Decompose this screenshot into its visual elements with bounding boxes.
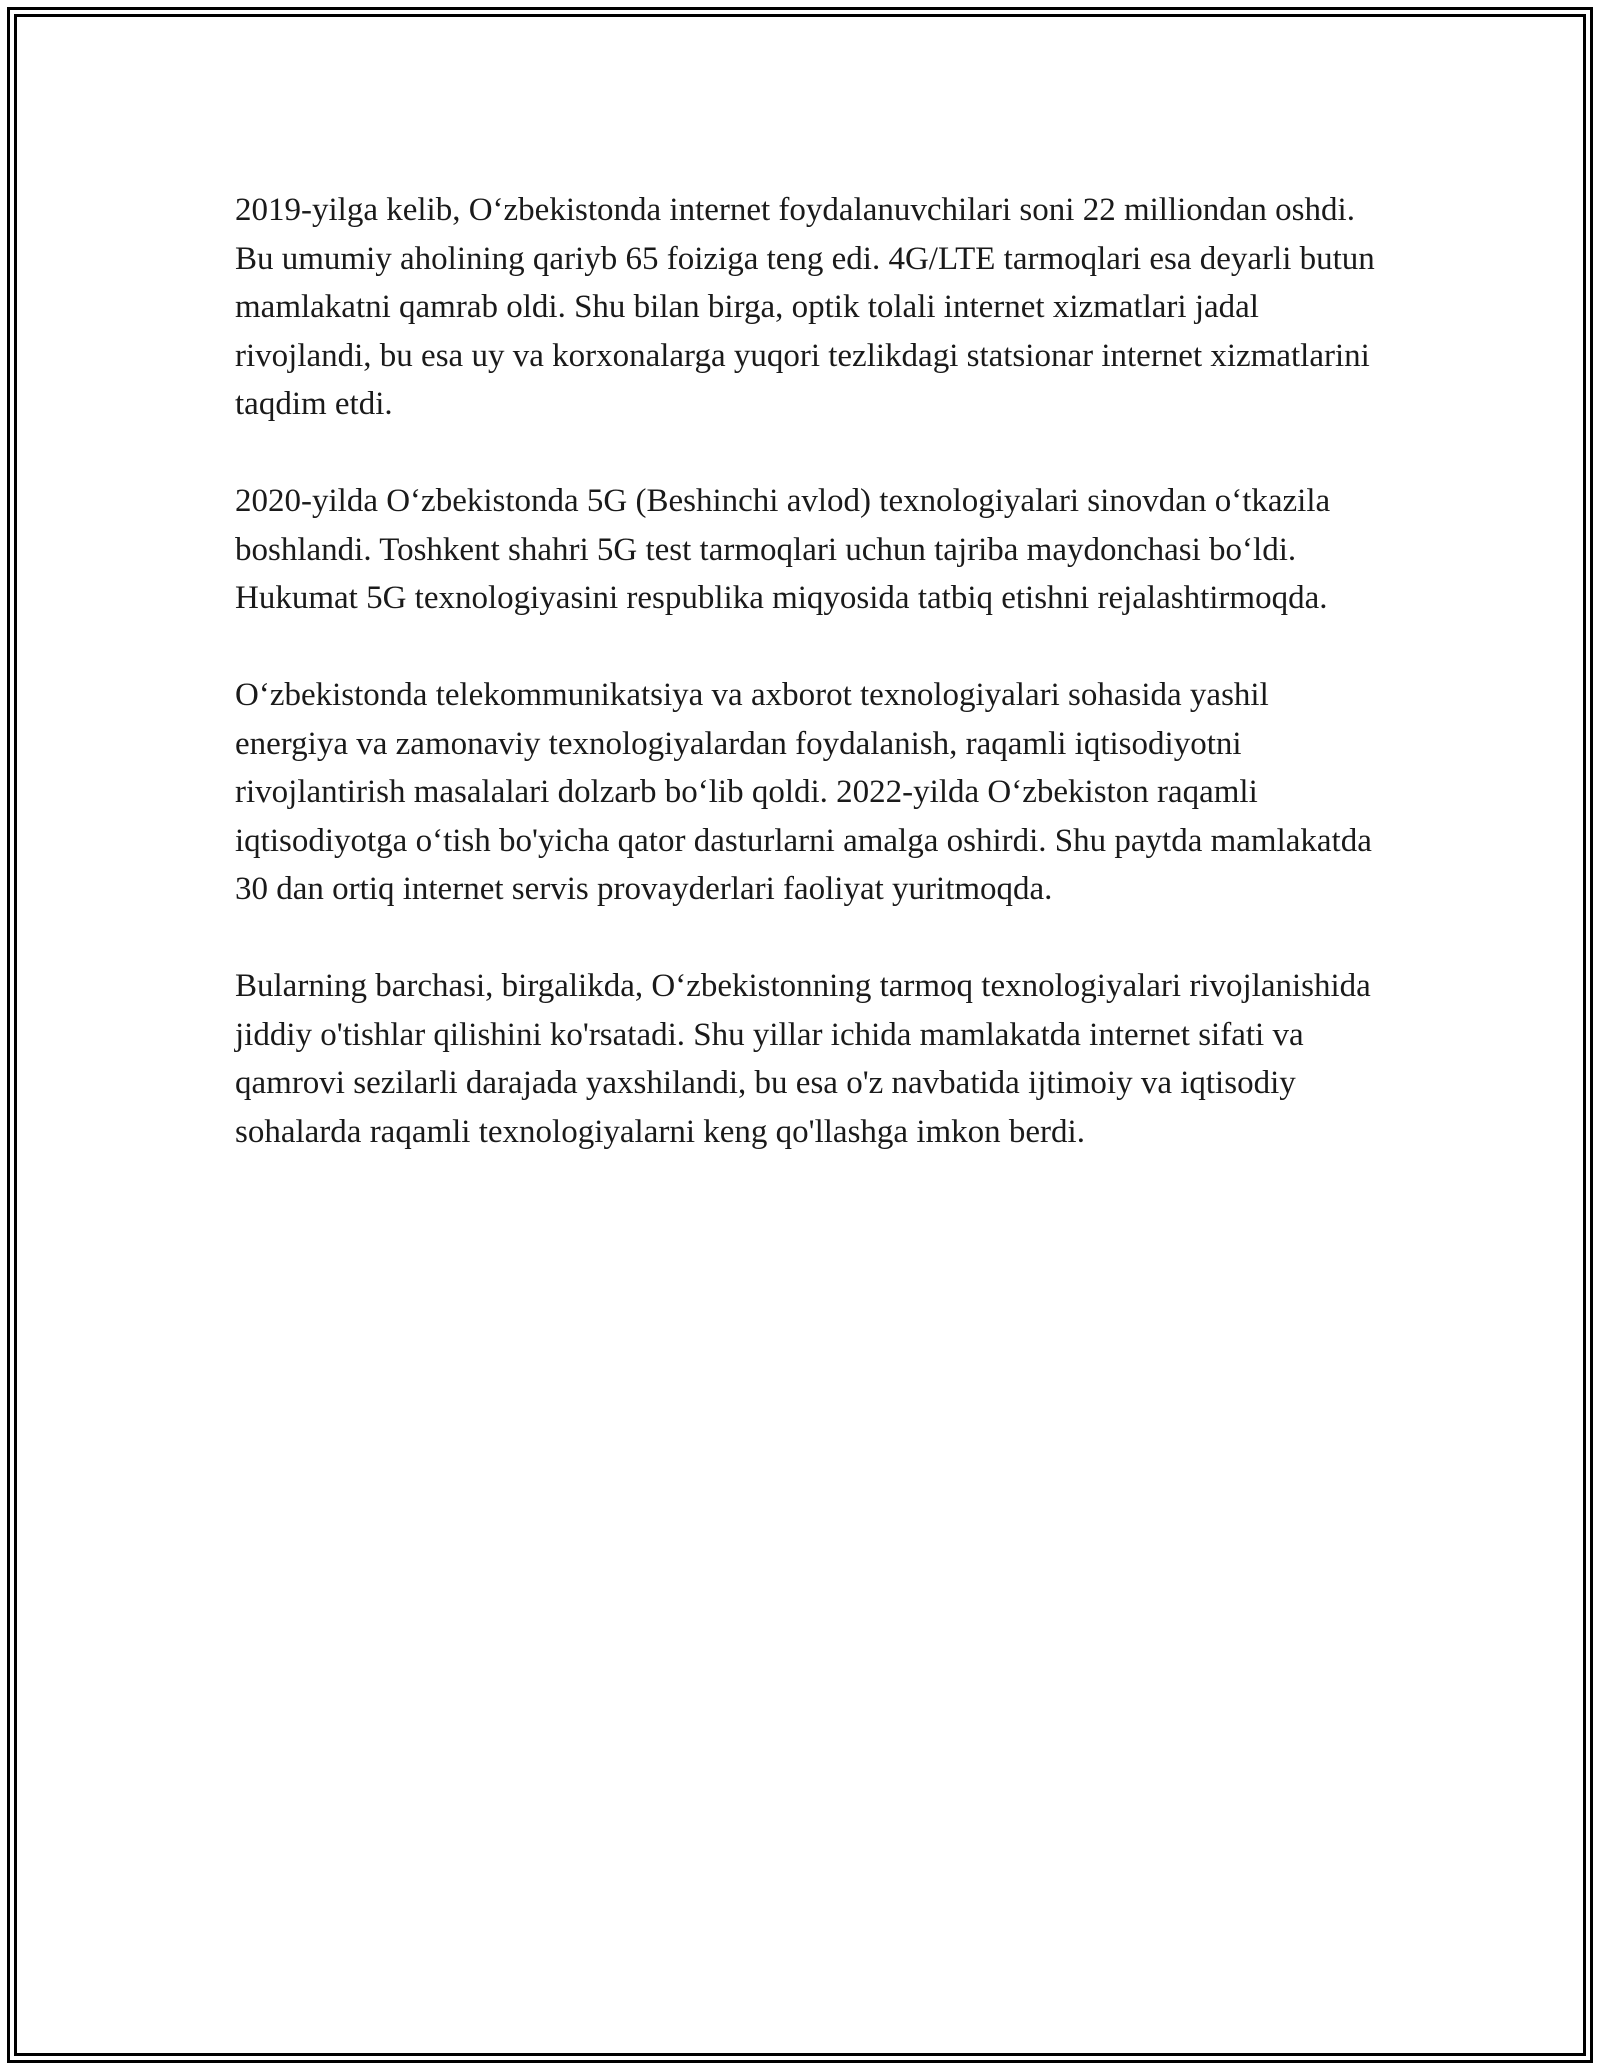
paragraph-internet-users-2019: 2019-yilga kelib, O‘zbekistonda internet foydalanuvchilari soni 22 milliondan oshdi. Bu umumiy aholining qariyb 65 foiziga teng edi. 4G/LTE tarmoqlari esa deyarli butun mamlakatni qamrab oldi. Shu bilan birga, optik tolali internet xizmatlari jadal rivojlandi, bu esa uy va korxonalarga yuqori tezlikdagi statsionar internet xizmatlarini taqdim etdi.	[235, 192, 1375, 422]
paragraph-5g-testing-2020: 2020-yilda O‘zbekistonda 5G (Beshinchi avlod) texnologiyalari sinovdan o‘tkazila boshlandi. Toshkent shahri 5G test tarmoqlari uchun tajriba maydonchasi bo‘ldi. Hukumat 5G texnologiyasini respublika miqyosida tatbiq etishni rejalashtirmoqda.	[235, 483, 1331, 616]
paragraph-digital-economy-2022: O‘zbekistonda telekommunikatsiya va axborot texnologiyalari sohasida yashil energiya va zamonaviy texnologiyalardan foydalanish, raqamli iqtisodiyotni rivojlantirish masalalari dolzarb bo‘lib qoldi. 2022-yilda O‘zbekiston raqamli iqtisodiyotga o‘tish bo'yicha qator dasturlarni amalga oshirdi. Shu paytda mamlakatda 30 dan ortiq internet servis provayderlari faoliyat yuritmoqda.	[235, 677, 1372, 907]
document-body	[235, 186, 1375, 1205]
paragraph-conclusion: Bularning barchasi, birgalikda, O‘zbekistonning tarmoq texnologiyalari rivojlanishida jiddiy o'tishlar qilishini ko'rsatadi. Shu yillar ichida mamlakatda internet sifati va qamrovi sezilarli darajada yaxshilandi, bu esa o'z navbatida ijtimoiy va iqtisodiy sohalarda raqamli texnologiyalarni keng qo'llashga imkon berdi.	[235, 968, 1371, 1150]
